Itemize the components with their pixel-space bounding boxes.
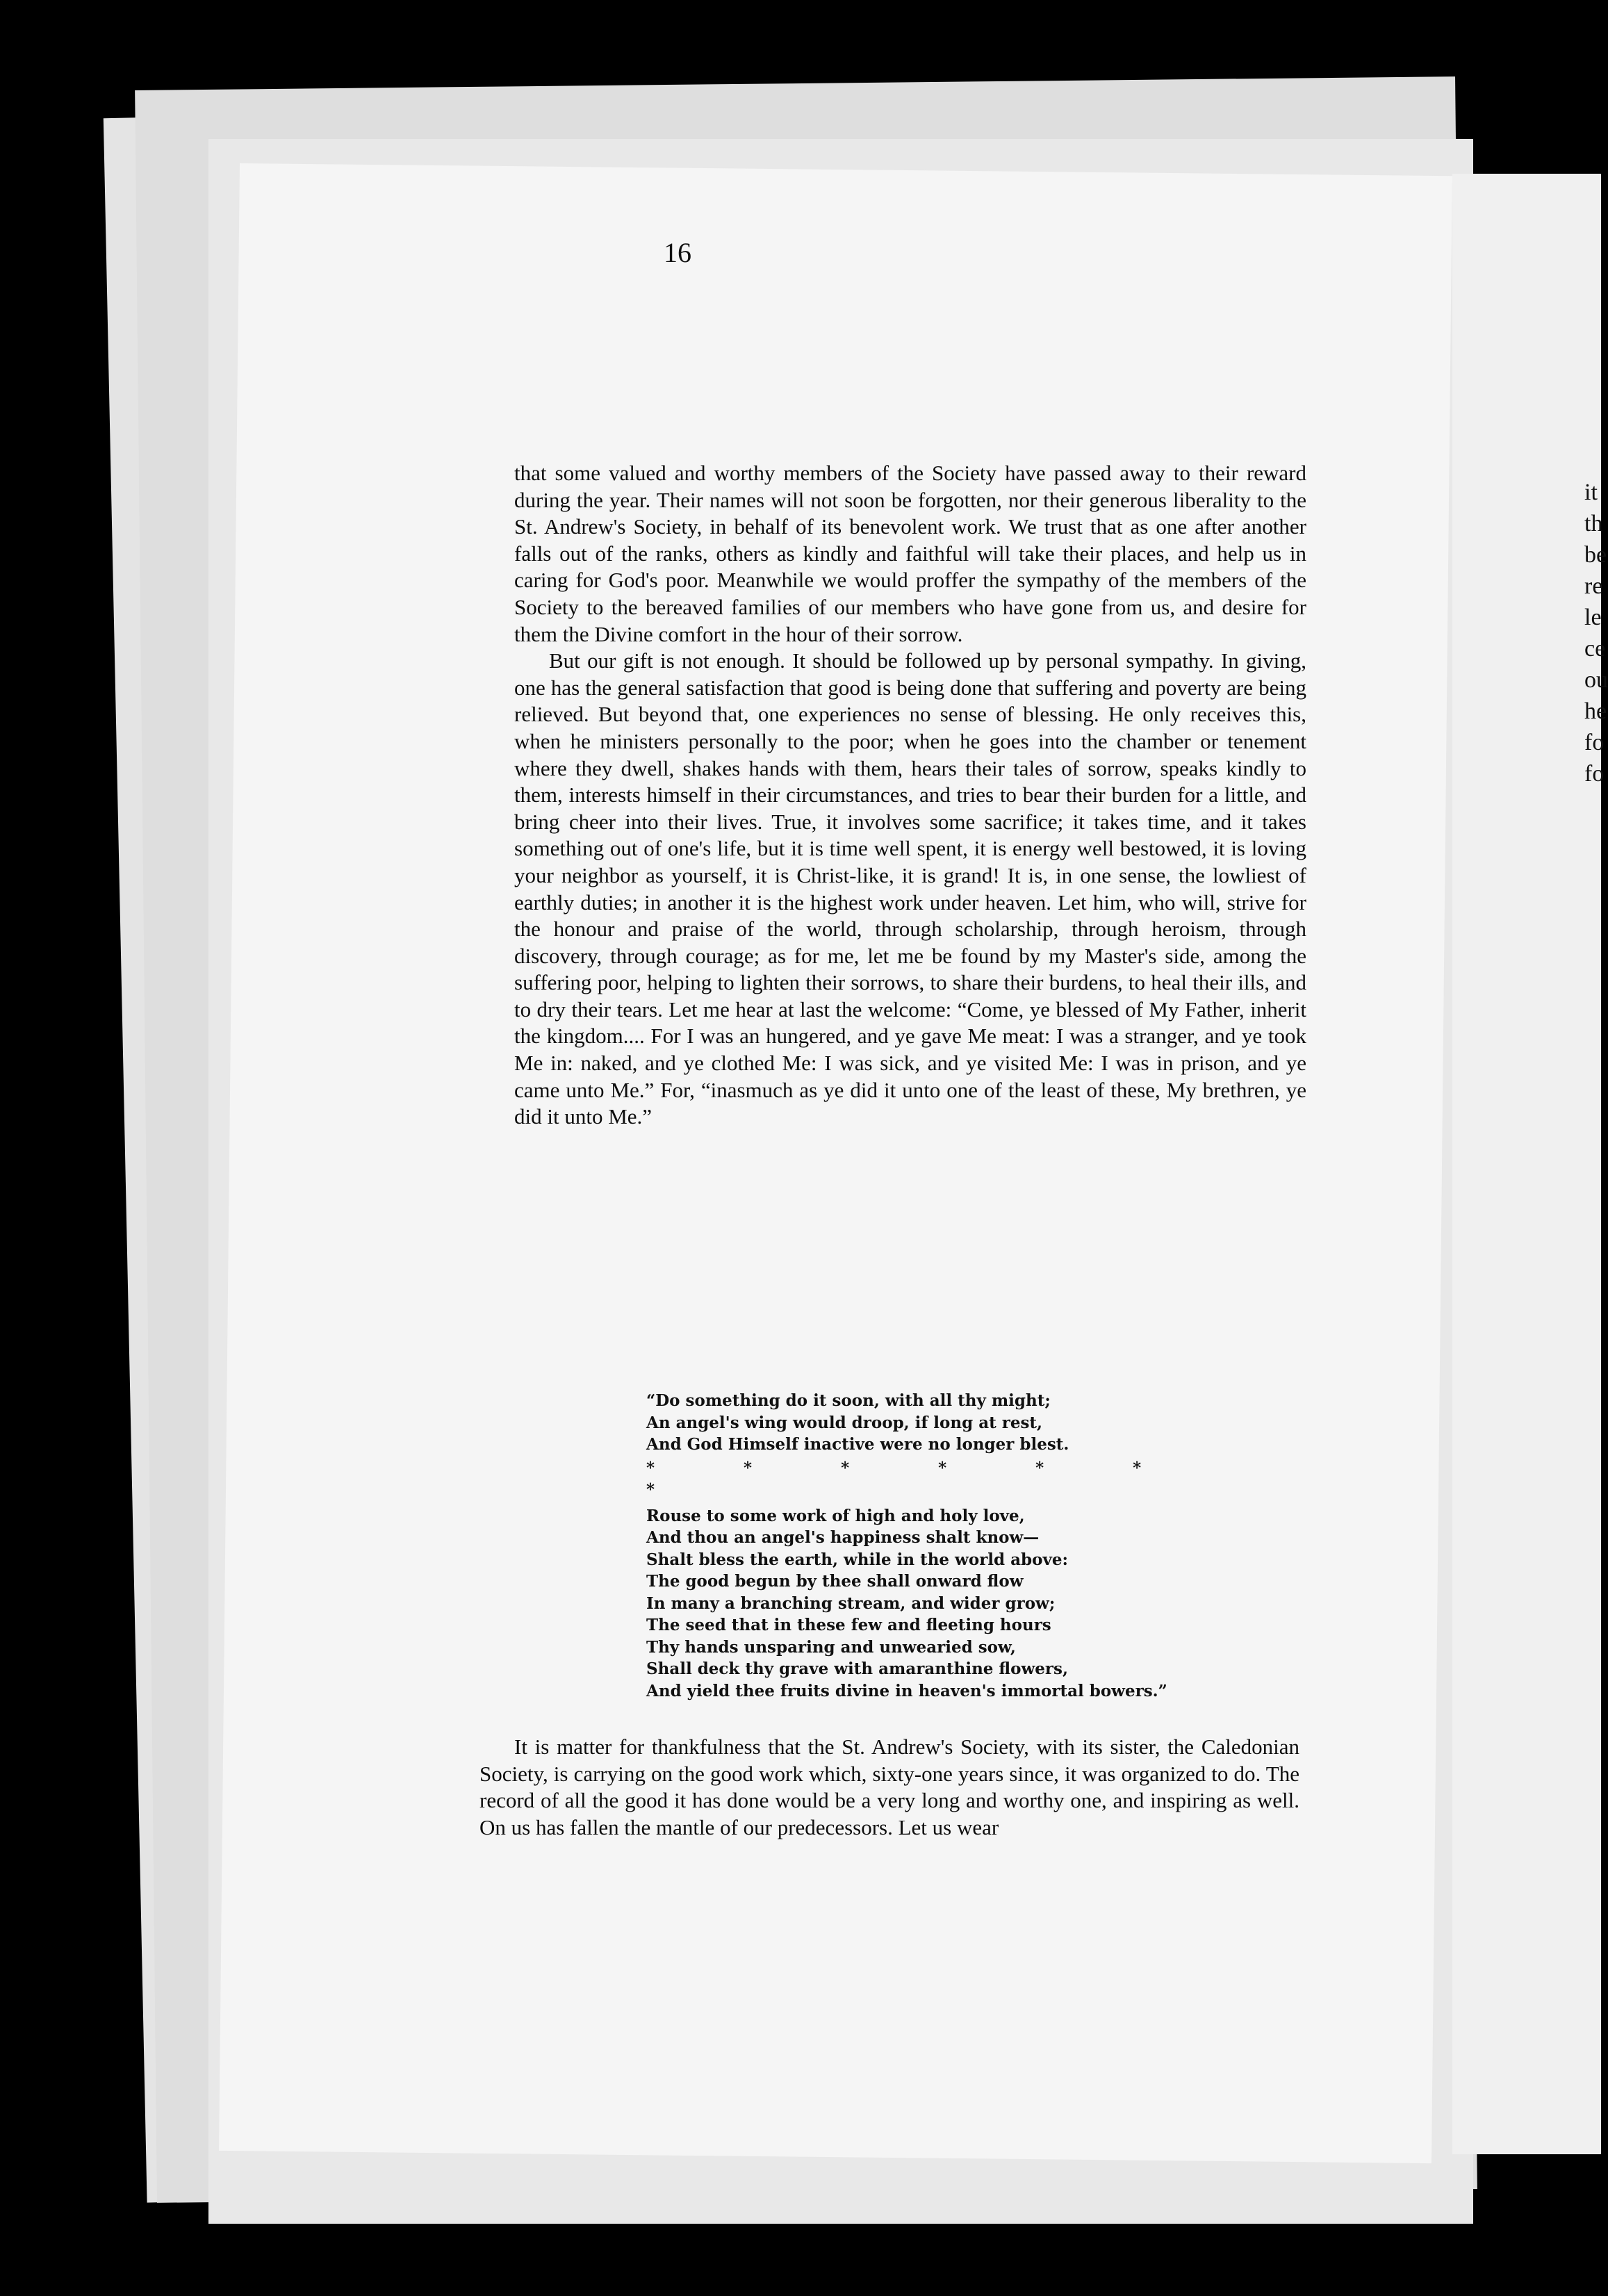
facing-page-fragment: ou <box>1584 667 1608 693</box>
poem-line: The seed that in these few and fleeting hours <box>646 1616 1051 1634</box>
facing-page <box>1452 174 1608 2154</box>
poem-quote <box>646 1390 1216 1702</box>
facing-page-fragment: it <box>1584 479 1598 505</box>
poem-line: An angel's wing would droop, if long at rest, <box>646 1413 1043 1432</box>
facing-page-fragment: fo <box>1584 761 1605 787</box>
poem-line: “Do something do it soon, with all thy might; <box>646 1391 1051 1410</box>
poem-line: In many a branching stream, and wider grow; <box>646 1593 1056 1613</box>
facing-page-fragment: re <box>1584 573 1603 599</box>
page-number: 16 <box>664 237 691 268</box>
poem-line: Thy hands unsparing and unwearied sow, <box>646 1637 1016 1657</box>
poem-line: And God Himself inactive were no longer blest. <box>646 1435 1069 1454</box>
facing-page-fragment: fo <box>1584 730 1605 755</box>
poem-line: And thou an angel's happiness shalt know— <box>646 1528 1040 1547</box>
facing-page-fragment: ce <box>1584 636 1606 662</box>
poem-line: And yield thee fruits divine in heaven's immortal bowers.” <box>646 1681 1167 1700</box>
poem-line: Rouse to some work of high and holy love, <box>646 1506 1025 1525</box>
poem-line: The good begun by thee shall onward flow <box>646 1572 1024 1591</box>
paragraph: But our gift is not enough. It should be followed up by personal sympathy. In giving, one has the general satisfaction that good is being done that suffering and poverty are being relieved. But beyond that, one experiences no sense of blessing. He only receives this, when he ministers personally to the poor; when he goes into the chamber or tenement where they dwell, shakes hands with them, hears their tales of sorrow, speaks kindly to them, interests himself in their circumstances, and tries to bear their burden for a little, and bring cheer into their lives. True, it involves some sacrifice; it takes time, and it takes something out of one's life, but it is time well spent, it is energy well bestowed, it is loving your neighbor as yourself, it is Christ-like, it is grand! It is, in one sense, the lowliest of earthly duties; in another it is the highest work under heaven. Let him, who will, strive for the honour and praise of the world, through scholarship, through heroism, through discovery, through courage; as for me, let me be found by my Master's side, among the suffering poor, helping to lighten their sorrows, to share their burdens, to heal their ills, and to dry their tears. Let me hear at last the welcome: “Come, ye blessed of My Father, inherit the kingdom.... For I was an hungered, and ye gave Me meat: I was a stranger, and ye took Me in: naked, and ye clothed Me: I was sick, and ye visited Me: I was in prison, and ye came unto Me.” For, “inasmuch as ye did it unto one of the least of these, My brethren, ye did it unto Me.” <box>514 648 1306 1129</box>
poem-line: Shall deck thy grave with amaranthine flowers, <box>646 1659 1068 1678</box>
poem-line: Shalt bless the earth, while in the world above: <box>646 1550 1068 1569</box>
body-text <box>514 460 1306 1131</box>
paragraph: that some valued and worthy members of the Society have passed away to their reward during the year. Their names will not soon be forgotten, nor their generous liberality to the St. Andrew's Society, in behalf of its benevolent work. We trust that as one after another falls out of the ranks, others as kindly and faithful will take their places, and help us in caring for God's poor. Meanwhile we would proffer the sympathy of the members of the Society to the bereaved families of our members who have gone from us, and desire for them the Divine comfort in the hour of their sorrow. <box>514 461 1306 646</box>
closing-paragraph: It is matter for thankfulness that the St. Andrew's Society, with its sister, the Caledonian Society, is carrying on the good work which, sixty-one years since, it was organized to do. The record of all the good it has done would be a very long and worthy one, and inspiring as well. On us has fallen the mantle of our predecessors. Let us wear <box>479 1735 1299 1839</box>
facing-page-fragment: th <box>1584 511 1603 536</box>
facing-page-fragment: he <box>1584 698 1607 724</box>
poem-stars-separator: * * * * * * * <box>646 1458 1183 1499</box>
facing-page-fragment: be <box>1584 542 1607 568</box>
facing-page-fragment: le <box>1584 605 1602 630</box>
